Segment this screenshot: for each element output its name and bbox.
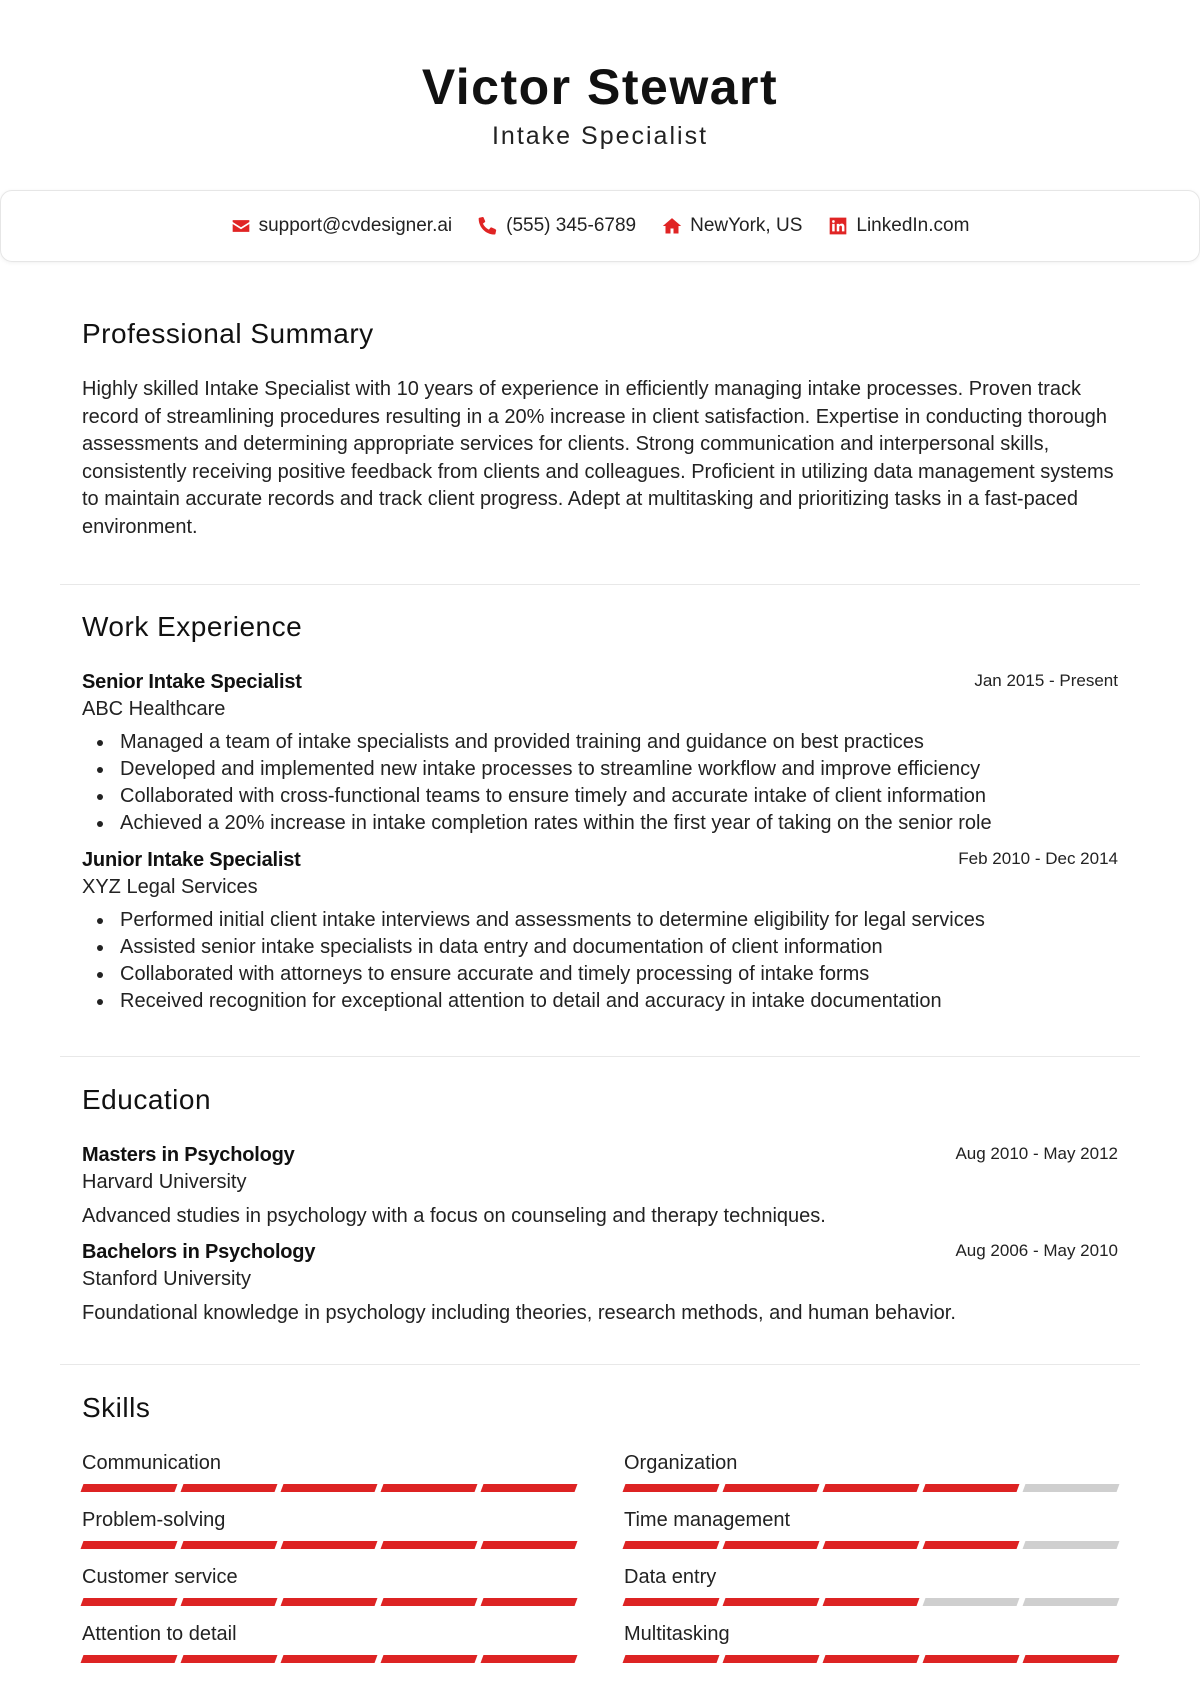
skill-item (82, 1450, 576, 1507)
home-icon (662, 216, 682, 236)
contact-location (662, 215, 802, 237)
skills-heading: Skills (82, 1392, 151, 1423)
job-title: Senior Intake Specialist (82, 671, 302, 693)
skill-level-bar (624, 1484, 1118, 1492)
skill-level-segment (481, 1541, 578, 1549)
skill-level-segment (1023, 1541, 1120, 1549)
skill-level-segment (381, 1598, 478, 1606)
candidate-title: Intake Specialist (491, 122, 709, 150)
skill-name: Multitasking (624, 1623, 730, 1645)
job-bullets (82, 729, 1118, 837)
skill-level-segment (481, 1484, 578, 1492)
skill-level-segment (281, 1598, 378, 1606)
skill-level-segment (823, 1484, 920, 1492)
summary-heading: Professional Summary (82, 318, 374, 349)
skill-level-segment (923, 1541, 1020, 1549)
skill-level-segment (381, 1484, 478, 1492)
skill-level-segment (481, 1598, 578, 1606)
job-bullets (82, 907, 1118, 1015)
skill-level-bar (82, 1598, 576, 1606)
skill-level-segment (623, 1655, 720, 1663)
job-bullet: Collaborated with cross-functional teams to ensure timely and accurate intake of client information (82, 783, 1118, 810)
resume-header (0, 56, 1200, 152)
job-bullet: Assisted senior intake specialists in data entry and documentation of client information (82, 934, 1118, 961)
skill-level-bar (624, 1655, 1118, 1663)
skill-level-segment (81, 1484, 178, 1492)
skill-name: Organization (624, 1452, 738, 1474)
skill-level-segment (623, 1484, 720, 1492)
education-description: Advanced studies in psychology with a focus on counseling and therapy techniques. (82, 1205, 826, 1227)
job-dates: Feb 2010 - Dec 2014 (958, 849, 1118, 868)
section-divider (60, 1056, 1140, 1057)
contact-email-text: support@cvdesigner.ai (258, 215, 453, 236)
skill-level-segment (823, 1598, 920, 1606)
skill-level-bar (624, 1598, 1118, 1606)
job-bullet: Collaborated with attorneys to ensure accurate and timely processing of intake forms (82, 961, 1118, 988)
education-entry (82, 1239, 1118, 1327)
skill-level-segment (823, 1655, 920, 1663)
skill-item (82, 1507, 576, 1564)
skill-level-segment (923, 1655, 1020, 1663)
skill-name: Time management (624, 1509, 790, 1531)
skill-level-bar (624, 1541, 1118, 1549)
contact-bar (0, 190, 1200, 262)
skill-level-segment (481, 1655, 578, 1663)
skill-level-segment (1023, 1655, 1120, 1663)
skill-level-segment (1023, 1484, 1120, 1492)
skill-item (624, 1564, 1118, 1621)
skill-item (624, 1621, 1118, 1678)
skill-level-segment (181, 1655, 278, 1663)
contact-location-text: NewYork, US (690, 215, 803, 236)
skill-level-segment (723, 1541, 820, 1549)
contact-email[interactable] (231, 215, 453, 237)
skill-level-segment (823, 1541, 920, 1549)
job-bullet: Performed initial client intake interviews and assessments to determine eligibility for legal services (82, 907, 1118, 934)
skill-level-bar (82, 1484, 576, 1492)
education-dates: Aug 2006 - May 2010 (955, 1241, 1118, 1260)
experience-heading: Work Experience (82, 611, 303, 642)
skill-name: Data entry (624, 1566, 717, 1588)
skill-level-segment (281, 1484, 378, 1492)
job-company: ABC Healthcare (82, 698, 226, 720)
skills-section (82, 1392, 1118, 1678)
job-bullet: Developed and implemented new intake processes to streamline workflow and improve efficiency (82, 756, 1118, 783)
contact-phone-text: (555) 345-6789 (506, 215, 637, 236)
skill-level-segment (623, 1598, 720, 1606)
contact-linkedin[interactable] (828, 215, 969, 237)
skill-level-segment (281, 1655, 378, 1663)
phone-icon (478, 216, 498, 236)
skill-item (82, 1564, 576, 1621)
skill-level-segment (81, 1598, 178, 1606)
skill-level-segment (723, 1655, 820, 1663)
skill-level-segment (181, 1484, 278, 1492)
education-entry (82, 1142, 1118, 1230)
education-dates: Aug 2010 - May 2012 (955, 1144, 1118, 1163)
skill-level-segment (723, 1484, 820, 1492)
skill-name: Attention to detail (82, 1623, 237, 1645)
job-dates: Jan 2015 - Present (974, 671, 1118, 690)
education-section (82, 1084, 1118, 1327)
job-title: Junior Intake Specialist (82, 849, 301, 871)
skill-level-segment (381, 1655, 478, 1663)
education-heading: Education (82, 1084, 212, 1115)
skill-level-segment (923, 1598, 1020, 1606)
skill-level-segment (181, 1598, 278, 1606)
skill-item (82, 1621, 576, 1678)
skill-name: Communication (82, 1452, 221, 1474)
school-name: Harvard University (82, 1171, 247, 1193)
skill-level-segment (723, 1598, 820, 1606)
degree-title: Masters in Psychology (82, 1144, 295, 1166)
skill-level-segment (623, 1541, 720, 1549)
education-description: Foundational knowledge in psychology including theories, research methods, and human behavior. (82, 1302, 956, 1324)
job-bullet: Achieved a 20% increase in intake completion rates within the first year of taking on the senior role (82, 810, 1118, 837)
job-bullet: Managed a team of intake specialists and provided training and guidance on best practices (82, 729, 1118, 756)
skill-level-bar (82, 1655, 576, 1663)
skills-grid (82, 1450, 1118, 1678)
skill-item (624, 1450, 1118, 1507)
skill-level-bar (82, 1541, 576, 1549)
skill-name: Customer service (82, 1566, 238, 1588)
skill-level-segment (281, 1541, 378, 1549)
degree-title: Bachelors in Psychology (82, 1241, 316, 1263)
contact-phone[interactable] (478, 215, 636, 237)
job-bullet: Received recognition for exceptional attention to detail and accuracy in intake documentation (82, 988, 1118, 1015)
experience-section (82, 611, 1118, 1015)
section-divider (60, 584, 1140, 585)
job-entry (82, 847, 1118, 1015)
skill-level-segment (81, 1541, 178, 1549)
skill-level-segment (923, 1484, 1020, 1492)
skill-item (624, 1507, 1118, 1564)
school-name: Stanford University (82, 1268, 251, 1290)
candidate-name: Victor Stewart (421, 59, 779, 115)
summary-section (82, 318, 1118, 541)
job-entry (82, 669, 1118, 837)
envelope-icon (231, 216, 251, 236)
skill-level-segment (181, 1541, 278, 1549)
skill-name: Problem-solving (82, 1509, 226, 1531)
skill-level-segment (1023, 1598, 1120, 1606)
section-divider (60, 1364, 1140, 1365)
linkedin-icon (828, 216, 848, 236)
job-company: XYZ Legal Services (82, 876, 258, 898)
skill-level-segment (81, 1655, 178, 1663)
skill-level-segment (381, 1541, 478, 1549)
summary-text: Highly skilled Intake Specialist with 10 years of experience in efficiently managing intake processes. Proven track record of streamlining procedures resulting in a 20% increase in client satisfaction. Expertise in conducting thorough assessments and determining appropriate services for clients. Strong communication and interpersonal skills, consistently receiving positive feedback from clients and colleagues. Proficient in utilizing data management systems to maintain accurate records and track client progress. Adept at multitasking and prioritizing tasks in a fast-paced environment. (82, 378, 1114, 538)
contact-linkedin-text: LinkedIn.com (856, 215, 970, 236)
